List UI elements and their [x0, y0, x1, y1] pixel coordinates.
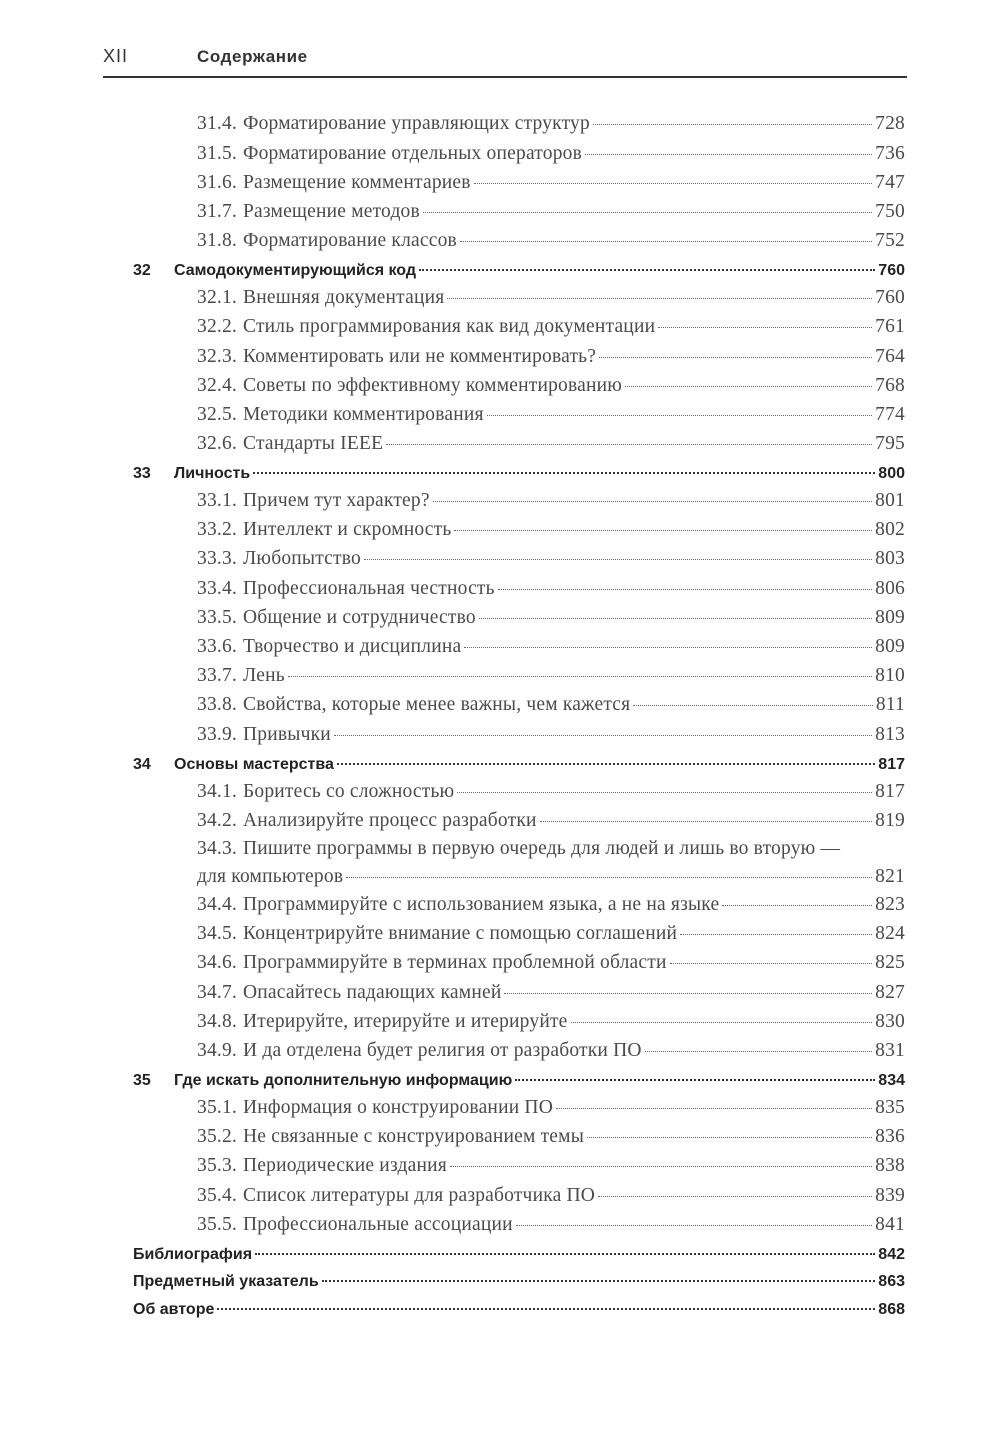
- toc-section-entry[interactable]: [133, 371, 905, 400]
- entry-title: Список литературы для разработчика ПО: [243, 1184, 596, 1206]
- toc-section-entry[interactable]: [133, 226, 905, 255]
- entry-line: [197, 835, 905, 863]
- entry-line: [197, 863, 905, 891]
- entry-title: Программируйте в терминах проблемной области: [243, 952, 667, 974]
- section-number: 33.3.: [197, 548, 237, 570]
- page-number: 817: [875, 780, 905, 802]
- entry-title-continuation: для компьютеров: [197, 865, 344, 887]
- toc-chapter-entry[interactable]: [133, 463, 905, 486]
- page-header: [103, 44, 907, 78]
- toc-backmatter-entry[interactable]: [133, 1271, 905, 1294]
- dot-leader: [447, 298, 872, 299]
- entry-title: Программируйте с использованием языка, а не на языке: [243, 894, 720, 916]
- page-number: 806: [875, 577, 905, 599]
- dot-leader: [516, 1225, 872, 1226]
- entry-title: Самодокументирующийся код: [174, 262, 417, 280]
- entry-title: Личность: [174, 465, 251, 483]
- entry-title: Интеллект и скромность: [243, 519, 452, 541]
- dot-leader: [337, 763, 875, 765]
- entry-title: Внешняя документация: [243, 287, 445, 309]
- page-number: 761: [875, 316, 905, 338]
- toc-section-entry[interactable]: [133, 139, 905, 168]
- dot-leader: [419, 269, 875, 271]
- page-number: 819: [875, 809, 905, 831]
- table-of-contents: [133, 109, 905, 1321]
- toc-section-entry[interactable]: [133, 690, 905, 719]
- section-number: 31.7.: [197, 200, 237, 222]
- page-number: 830: [875, 1010, 905, 1032]
- section-number: 34.7.: [197, 981, 237, 1003]
- section-number: 34.6.: [197, 952, 237, 974]
- entry-title: Комментировать или не комментировать?: [243, 345, 597, 367]
- entry-title: Привычки: [243, 723, 331, 745]
- dot-leader: [487, 415, 872, 416]
- entry-title: Библиография: [133, 1245, 253, 1263]
- section-number: 34.4.: [197, 894, 237, 916]
- dot-leader: [722, 905, 872, 906]
- dot-leader: [450, 1166, 872, 1167]
- entry-title: Форматирование отдельных операторов: [243, 142, 583, 164]
- section-number: 33.5.: [197, 606, 237, 628]
- chapter-number: 33: [133, 465, 151, 483]
- entry-title: Форматирование управляющих структур: [243, 113, 590, 135]
- section-number: 32.5.: [197, 403, 237, 425]
- toc-section-entry[interactable]: [133, 1093, 905, 1122]
- section-number: 34.1.: [197, 780, 237, 802]
- page-number: 834: [878, 1072, 905, 1090]
- section-number: 33.6.: [197, 635, 237, 657]
- toc-section-entry[interactable]: [133, 603, 905, 632]
- toc-section-entry[interactable]: [133, 1007, 905, 1036]
- toc-section-entry[interactable]: [133, 890, 905, 919]
- page-number: 841: [875, 1213, 905, 1235]
- page-number: 750: [875, 200, 905, 222]
- dot-leader: [556, 1108, 872, 1109]
- dot-leader: [423, 212, 872, 213]
- dot-leader: [334, 735, 872, 736]
- page-number: 863: [878, 1273, 905, 1291]
- dot-leader: [498, 589, 872, 590]
- running-title: Содержание: [197, 47, 308, 66]
- entry-title: Информация о конструировании ПО: [243, 1097, 553, 1119]
- entry-title: Концентрируйте внимание с помощью соглашений: [243, 923, 678, 945]
- entry-title: Боритесь со сложностью: [243, 780, 455, 802]
- toc-chapter-entry[interactable]: [133, 1070, 905, 1093]
- toc-section-entry[interactable]: [133, 1181, 905, 1210]
- toc-section-entry[interactable]: [133, 948, 905, 977]
- entry-title: Об авторе: [133, 1300, 215, 1318]
- page-number: 839: [875, 1184, 905, 1206]
- section-number: 32.6.: [197, 433, 237, 455]
- toc-section-entry[interactable]: [133, 429, 905, 458]
- entry-title: Периодические издания: [243, 1155, 447, 1177]
- section-number: 34.9.: [197, 1040, 237, 1062]
- dot-leader: [364, 559, 872, 560]
- section-number: 34.5.: [197, 923, 237, 945]
- page-number: 838: [875, 1155, 905, 1177]
- chapter-number: 35: [133, 1072, 151, 1090]
- section-number: 32.3.: [197, 345, 237, 367]
- toc-section-entry[interactable]: [133, 486, 905, 515]
- page-number: 809: [875, 635, 905, 657]
- toc-section-entry[interactable]: [133, 919, 905, 948]
- entry-title: Не связанные с конструированием темы: [243, 1126, 585, 1148]
- chapter-number: 32: [133, 262, 151, 280]
- toc-section-entry[interactable]: [133, 777, 905, 806]
- page-number: 795: [875, 433, 905, 455]
- section-number: 35.4.: [197, 1184, 237, 1206]
- page-number: 752: [875, 230, 905, 252]
- toc-section-entry[interactable]: [133, 1151, 905, 1180]
- section-number: 33.1.: [197, 490, 237, 512]
- section-number: 34.3.: [197, 837, 237, 859]
- page-number: 802: [875, 519, 905, 541]
- dot-leader: [599, 357, 872, 358]
- page-number: 831: [875, 1040, 905, 1062]
- dot-leader: [670, 963, 873, 964]
- toc-section-entry[interactable]: [133, 632, 905, 661]
- page-number: 868: [878, 1300, 905, 1318]
- page-number: 736: [875, 142, 905, 164]
- toc-section-entry[interactable]: [133, 515, 905, 544]
- dot-leader: [479, 618, 872, 619]
- section-number: 35.5.: [197, 1213, 237, 1235]
- section-number: 35.3.: [197, 1155, 237, 1177]
- chapter-number: 34: [133, 755, 151, 773]
- entry-title: Любопытство: [243, 548, 361, 570]
- entry-title: Где искать дополнительную информацию: [174, 1072, 513, 1090]
- entry-title: Методики комментирования: [243, 403, 484, 425]
- toc-section-entry[interactable]: [133, 109, 905, 138]
- dot-leader: [464, 647, 872, 648]
- toc-chapter-entry[interactable]: [133, 754, 905, 777]
- page-number: 728: [875, 113, 905, 135]
- toc-section-entry[interactable]: [133, 342, 905, 371]
- dot-leader: [571, 1022, 873, 1023]
- entry-title: Причем тут характер?: [243, 490, 430, 512]
- toc-section-entry[interactable]: [133, 720, 905, 749]
- dot-leader: [633, 705, 873, 706]
- toc-section-entry[interactable]: [133, 312, 905, 341]
- section-number: 31.4.: [197, 113, 237, 135]
- entry-title: Стандарты IEEE: [243, 433, 384, 455]
- section-number: 35.1.: [197, 1097, 237, 1119]
- toc-backmatter-entry[interactable]: [133, 1299, 905, 1322]
- entry-title: Размещение методов: [243, 200, 420, 222]
- dot-leader: [288, 676, 872, 677]
- toc-backmatter-entry[interactable]: [133, 1244, 905, 1267]
- page-number: 803: [875, 548, 905, 570]
- entry-title: Основы мастерства: [174, 755, 334, 773]
- dot-leader: [322, 1280, 876, 1282]
- dot-leader: [454, 530, 872, 531]
- section-number: 32.4.: [197, 374, 237, 396]
- toc-section-entry[interactable]: [133, 197, 905, 226]
- page-number: 811: [875, 694, 905, 716]
- page-number-folio: XII: [103, 46, 129, 66]
- page-number: 824: [875, 923, 905, 945]
- dot-leader: [625, 386, 872, 387]
- page-number: 821: [875, 865, 905, 887]
- section-number: 31.6.: [197, 171, 237, 193]
- dot-leader: [386, 444, 872, 445]
- entry-title: Анализируйте процесс разработки: [243, 809, 537, 831]
- page-number: 747: [875, 171, 905, 193]
- page-number: 817: [878, 755, 905, 773]
- dot-leader: [460, 241, 872, 242]
- entry-title: Советы по эффективному комментированию: [243, 374, 623, 396]
- page-number: 827: [875, 981, 905, 1003]
- toc-section-entry[interactable]: [133, 1036, 905, 1065]
- dot-leader: [504, 993, 872, 994]
- toc-section-entry[interactable]: [133, 978, 905, 1007]
- section-number: 32.2.: [197, 316, 237, 338]
- section-number: 31.5.: [197, 142, 237, 164]
- section-number: 32.1.: [197, 287, 237, 309]
- entry-title: Общение и сотрудничество: [243, 606, 476, 628]
- entry-title: Размещение комментариев: [243, 171, 471, 193]
- page-number: 809: [875, 606, 905, 628]
- toc-section-entry[interactable]: [133, 283, 905, 312]
- entry-title: И да отделена будет религия от разработки ПО: [243, 1040, 642, 1062]
- section-number: 35.2.: [197, 1126, 237, 1148]
- entry-title: Лень: [243, 665, 285, 687]
- page-number: 764: [875, 345, 905, 367]
- dot-leader: [593, 124, 872, 125]
- page-number: 836: [875, 1126, 905, 1148]
- dot-leader: [457, 792, 872, 793]
- page-number: 813: [875, 723, 905, 745]
- toc-section-entry[interactable]: [133, 806, 905, 835]
- dot-leader: [474, 183, 872, 184]
- dot-leader: [680, 934, 872, 935]
- entry-title: Пишите программы в первую очередь для людей и лишь во вторую —: [243, 837, 841, 859]
- entry-title: Предметный указатель: [133, 1273, 319, 1291]
- toc-section-entry[interactable]: [133, 574, 905, 603]
- toc-section-entry[interactable]: [133, 1122, 905, 1151]
- section-number: 31.8.: [197, 230, 237, 252]
- entry-title: Свойства, которые менее важны, чем кажется: [243, 694, 631, 716]
- page-number: 835: [875, 1097, 905, 1119]
- dot-leader: [598, 1196, 872, 1197]
- toc-chapter-entry[interactable]: [133, 260, 905, 283]
- page-number: 823: [875, 894, 905, 916]
- entry-title: Стиль программирования как вид документации: [243, 316, 656, 338]
- page-number: 768: [875, 374, 905, 396]
- toc-section-entry[interactable]: [133, 661, 905, 690]
- section-number: 33.4.: [197, 577, 237, 599]
- page-number: 774: [875, 403, 905, 425]
- page-number: 842: [878, 1245, 905, 1263]
- entry-title: Итерируйте, итерируйте и итерируйте: [243, 1010, 568, 1032]
- section-number: 34.8.: [197, 1010, 237, 1032]
- section-number: 33.7.: [197, 665, 237, 687]
- entry-title: Творчество и дисциплина: [243, 635, 462, 657]
- dot-leader: [346, 877, 872, 878]
- entry-title: Профессиональные ассоциации: [243, 1213, 513, 1235]
- dot-leader: [217, 1308, 875, 1310]
- toc-section-entry[interactable]: [133, 168, 905, 197]
- dot-leader: [433, 501, 872, 502]
- page-number: 825: [875, 952, 905, 974]
- entry-title: Опасайтесь падающих камней: [243, 981, 502, 1003]
- toc-section-entry[interactable]: [133, 544, 905, 573]
- entry-title: Форматирование классов: [243, 230, 457, 252]
- page-number: 810: [875, 665, 905, 687]
- toc-section-entry[interactable]: [133, 400, 905, 429]
- dot-leader: [255, 1253, 875, 1255]
- entry-title: Профессиональная честность: [243, 577, 495, 599]
- dot-leader: [515, 1079, 875, 1081]
- dot-leader: [253, 472, 875, 474]
- dot-leader: [645, 1051, 872, 1052]
- page-number: 801: [875, 490, 905, 512]
- section-number: 34.2.: [197, 809, 237, 831]
- toc-section-entry[interactable]: [133, 835, 905, 890]
- page-number: 800: [878, 465, 905, 483]
- section-number: 33.8.: [197, 694, 237, 716]
- page-number: 760: [875, 287, 905, 309]
- dot-leader: [658, 327, 872, 328]
- section-number: 33.9.: [197, 723, 237, 745]
- dot-leader: [587, 1137, 872, 1138]
- toc-section-entry[interactable]: [133, 1210, 905, 1239]
- page-number: 760: [878, 262, 905, 280]
- section-number: 33.2.: [197, 519, 237, 541]
- dot-leader: [585, 154, 872, 155]
- dot-leader: [540, 821, 873, 822]
